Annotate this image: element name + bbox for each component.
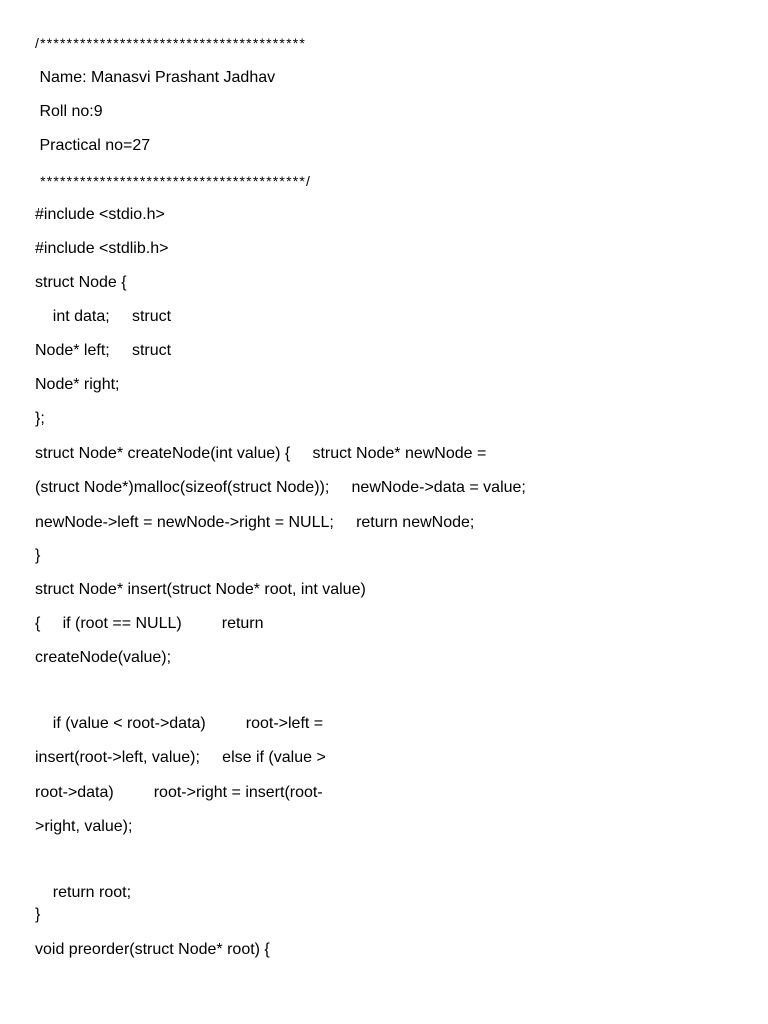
code-line: } bbox=[35, 906, 41, 923]
code-line: createNode(value); bbox=[35, 649, 172, 666]
code-line: void preorder(struct Node* root) { bbox=[35, 941, 270, 958]
code-line: root->data) root->right = insert(root- bbox=[35, 784, 323, 801]
code-line: struct Node* createNode(int value) { struct Node* newNode = bbox=[35, 445, 487, 462]
code-line: Node* right; bbox=[35, 376, 120, 393]
comment-border-top: /**************************************** bbox=[35, 35, 307, 51]
code-line: (struct Node*)malloc(sizeof(struct Node)); newNode->data = value; bbox=[35, 479, 526, 496]
roll-number: Roll no:9 bbox=[35, 103, 103, 120]
code-line: struct Node { bbox=[35, 274, 127, 291]
code-line: insert(root->left, value); else if (value > bbox=[35, 749, 326, 766]
code-line: newNode->left = newNode->right = NULL; return newNode; bbox=[35, 514, 475, 531]
code-line: } bbox=[35, 547, 41, 564]
student-name: Name: Manasvi Prashant Jadhav bbox=[35, 69, 276, 86]
code-line: { if (root == NULL) return bbox=[35, 615, 264, 632]
code-line: }; bbox=[35, 410, 45, 427]
code-line: if (value < root->data) root->left = bbox=[35, 715, 324, 732]
code-line: struct Node* insert(struct Node* root, int value) bbox=[35, 581, 366, 598]
code-line: #include <stdio.h> bbox=[35, 206, 165, 223]
code-line: #include <stdlib.h> bbox=[35, 240, 169, 257]
code-line: int data; struct bbox=[35, 308, 172, 325]
comment-border-bottom: ****************************************/ bbox=[35, 173, 312, 189]
code-line: Node* left; struct bbox=[35, 342, 172, 359]
code-line: >right, value); bbox=[35, 818, 133, 835]
practical-number: Practical no=27 bbox=[35, 137, 151, 154]
code-line: return root; bbox=[35, 884, 132, 901]
